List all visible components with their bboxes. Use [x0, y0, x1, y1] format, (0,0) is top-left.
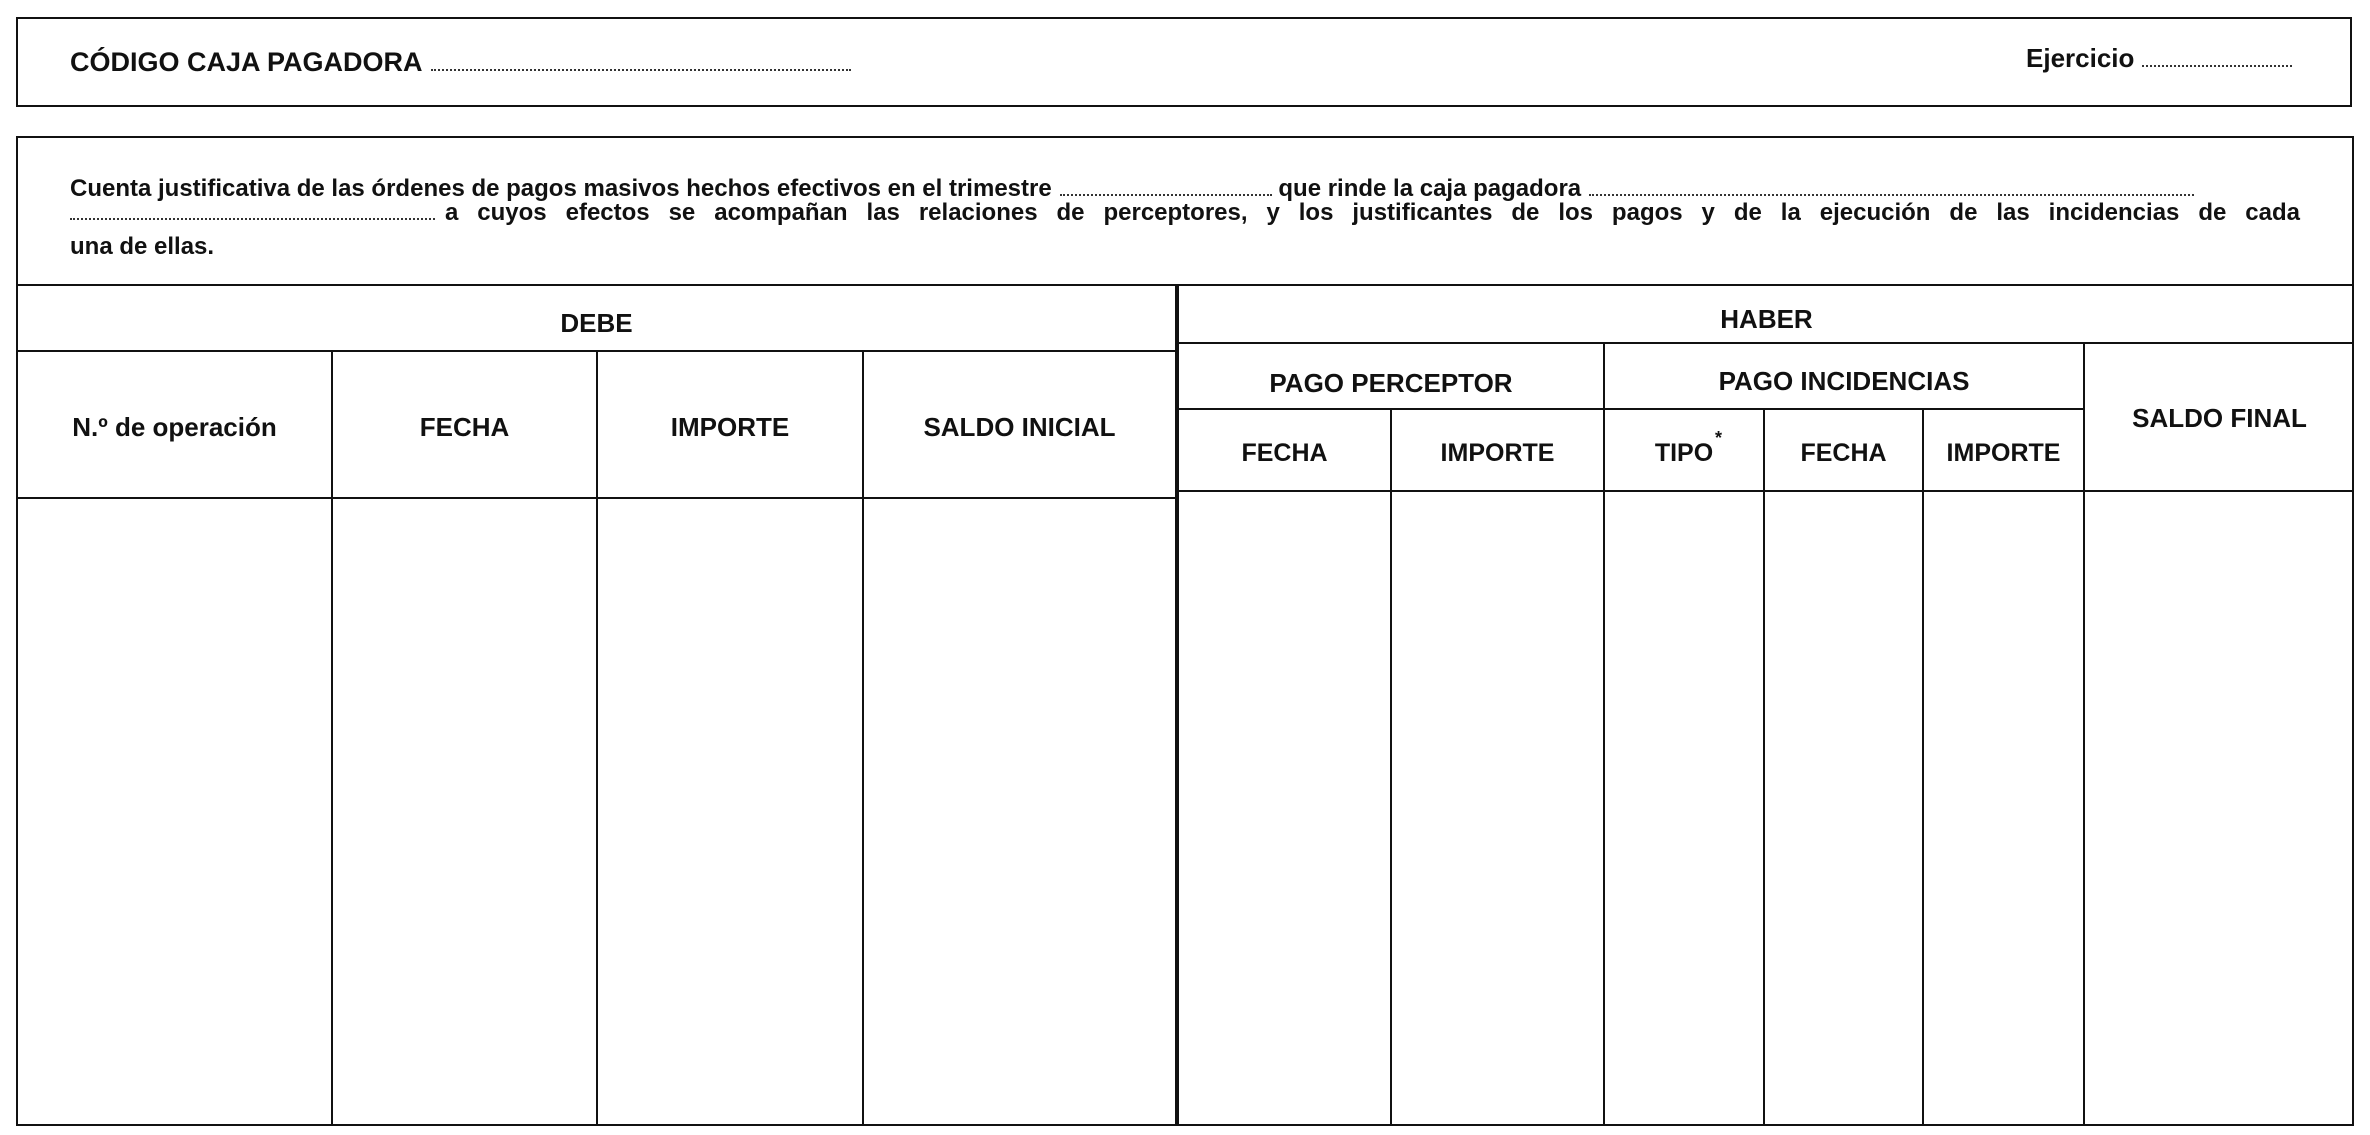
intro-part-2: que rinde la caja pagadora	[1278, 175, 1582, 202]
col-header-saldo-final: SALDO FINAL	[2132, 403, 2307, 433]
col-header-saldo-inicial: SALDO INICIAL	[923, 412, 1116, 442]
pago-incidencias-header: PAGO INCIDENCIAS	[1718, 366, 1970, 396]
intro-part-3: a cuyos efectos se acompañan las relaciones de perceptores, y los justificantes de los pagos y de la ejecución de las incidencias de cada	[445, 199, 2300, 226]
col-header-fecha: FECHA	[419, 412, 510, 442]
pago-perceptor-header: PAGO PERCEPTOR	[1269, 368, 1513, 398]
col-header-tipo: TIPO	[1654, 439, 1714, 467]
col-header-incidencias-importe: IMPORTE	[1946, 439, 2061, 467]
codigo-caja-field	[70, 47, 851, 78]
ejercicio-field	[2026, 43, 2292, 74]
codigo-caja-label: CÓDIGO CAJA PAGADORA	[70, 47, 423, 77]
col-divider-9	[2083, 342, 2085, 1126]
rule-below-subgroups	[1179, 408, 2085, 410]
ejercicio-label: Ejercicio	[2026, 43, 2135, 73]
codigo-caja-blank[interactable]	[431, 69, 851, 71]
col-divider-1	[331, 350, 333, 1126]
intro-part-4: una de ellas.	[70, 233, 215, 260]
tipo-footnote-mark: *	[1715, 428, 1723, 448]
intro-line-2	[70, 196, 2300, 229]
haber-header: HABER	[1720, 304, 1813, 334]
col-header-n-operacion: N.º de operación	[72, 412, 277, 442]
rule-haber-header-bottom	[1179, 490, 2354, 492]
col-header-perceptor-fecha: FECHA	[1241, 439, 1328, 467]
col-divider-8	[1922, 408, 1924, 1126]
intro-part-1: Cuenta justificativa de las órdenes de pagos masivos hechos efectivos en el trimestre	[70, 175, 1052, 202]
col-header-perceptor-importe: IMPORTE	[1440, 439, 1555, 467]
rule-top-of-table	[16, 284, 2354, 286]
debe-haber-divider	[1175, 284, 1179, 1126]
caja-pagadora-blank-2[interactable]	[70, 218, 435, 220]
rule-below-haber	[1179, 342, 2354, 344]
debe-header: DEBE	[560, 308, 633, 338]
col-header-incidencias-fecha: FECHA	[1800, 439, 1887, 467]
col-divider-2	[596, 350, 598, 1126]
col-divider-3	[862, 350, 864, 1126]
col-divider-7	[1763, 408, 1765, 1126]
col-header-importe: IMPORTE	[670, 412, 790, 442]
ejercicio-blank[interactable]	[2142, 65, 2292, 67]
col-divider-5	[1390, 408, 1392, 1126]
